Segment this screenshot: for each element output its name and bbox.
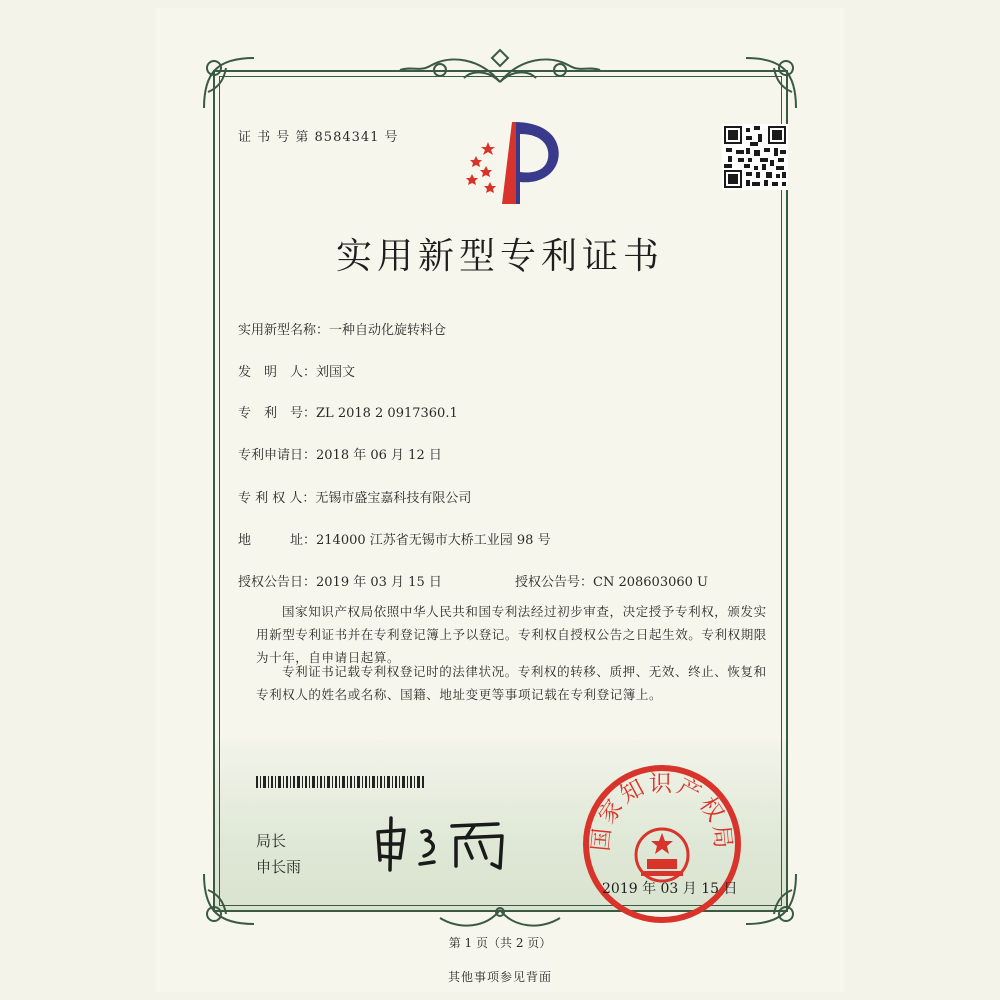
field-label: 授权公告号： (515, 575, 594, 590)
signatory-title: 局长 (256, 832, 287, 850)
field-label: 专 利 号： (238, 406, 317, 421)
certificate-number: 证 书 号 第 8584341 号 (238, 130, 399, 145)
field-value: 214000 江苏省无锡市大桥工业园 98 号 (316, 533, 551, 548)
corner-ornament-top-left (198, 52, 258, 112)
field-utility-model-name (238, 319, 446, 338)
seal-date: 2019 年 03 月 15 日 (602, 881, 738, 897)
field-patentee (238, 487, 471, 506)
field-label: 专利申请日： (238, 448, 317, 463)
field-patent-number (238, 402, 458, 421)
field-grant-number (515, 571, 708, 590)
field-value: ZL 2018 2 0917360.1 (316, 406, 458, 421)
notice-paragraph-1: 国家知识产权局依照中华人民共和国专利法经过初步审查，决定授予专利权，颁发实用新型专利证书并在专利登记簿上予以登记。专利权自授权公告之日起生效。专利权期限为十年，自申请日起算。 (256, 604, 767, 665)
field-value: 刘国文 (316, 365, 356, 380)
bottom-ornament (420, 904, 580, 934)
field-label: 地 址： (238, 533, 317, 548)
signatory-name: 申长雨 (256, 858, 302, 876)
cnipa-logo-icon (458, 116, 568, 206)
back-note: 其他事项参见背面 (447, 970, 552, 984)
official-seal (581, 763, 743, 925)
corner-ornament-bottom-left (198, 870, 258, 930)
page-number: 第 1 页（共 2 页） (448, 936, 552, 950)
field-value: 无锡市盛宝嘉科技有限公司 (315, 491, 472, 506)
handwritten-signature (370, 812, 520, 876)
field-filing-date (238, 444, 442, 463)
field-label: 实用新型名称： (238, 323, 330, 338)
notice-paragraph-2: 专利证书记载专利权登记时的法律状况。专利权的转移、质押、无效、终止、恢复和专利权人的姓名或名称、国籍、地址变更等事项记载在专利登记簿上。 (256, 664, 767, 702)
field-address (238, 529, 551, 548)
corner-ornament-bottom-right (742, 870, 802, 930)
corner-ornament-top-right (742, 52, 802, 112)
field-value: CN 208603060 U (593, 575, 708, 590)
top-ornament (380, 48, 620, 92)
field-label: 发 明 人： (238, 365, 317, 380)
field-value: 2018 年 06 月 12 日 (316, 448, 442, 463)
field-label: 专 利 权 人： (238, 491, 316, 506)
field-label: 授权公告日： (238, 575, 317, 590)
barcode-icon (256, 776, 424, 788)
field-inventor (238, 361, 355, 380)
field-value: 一种自动化旋转料仓 (329, 323, 447, 338)
field-value: 2019 年 03 月 15 日 (316, 575, 442, 590)
svg-text:国家知识产权局: 国家知识产权局 (588, 771, 736, 853)
field-grant-date (238, 571, 442, 590)
qr-code-icon (722, 124, 788, 190)
certificate-title: 实用新型专利证书 (335, 236, 664, 277)
